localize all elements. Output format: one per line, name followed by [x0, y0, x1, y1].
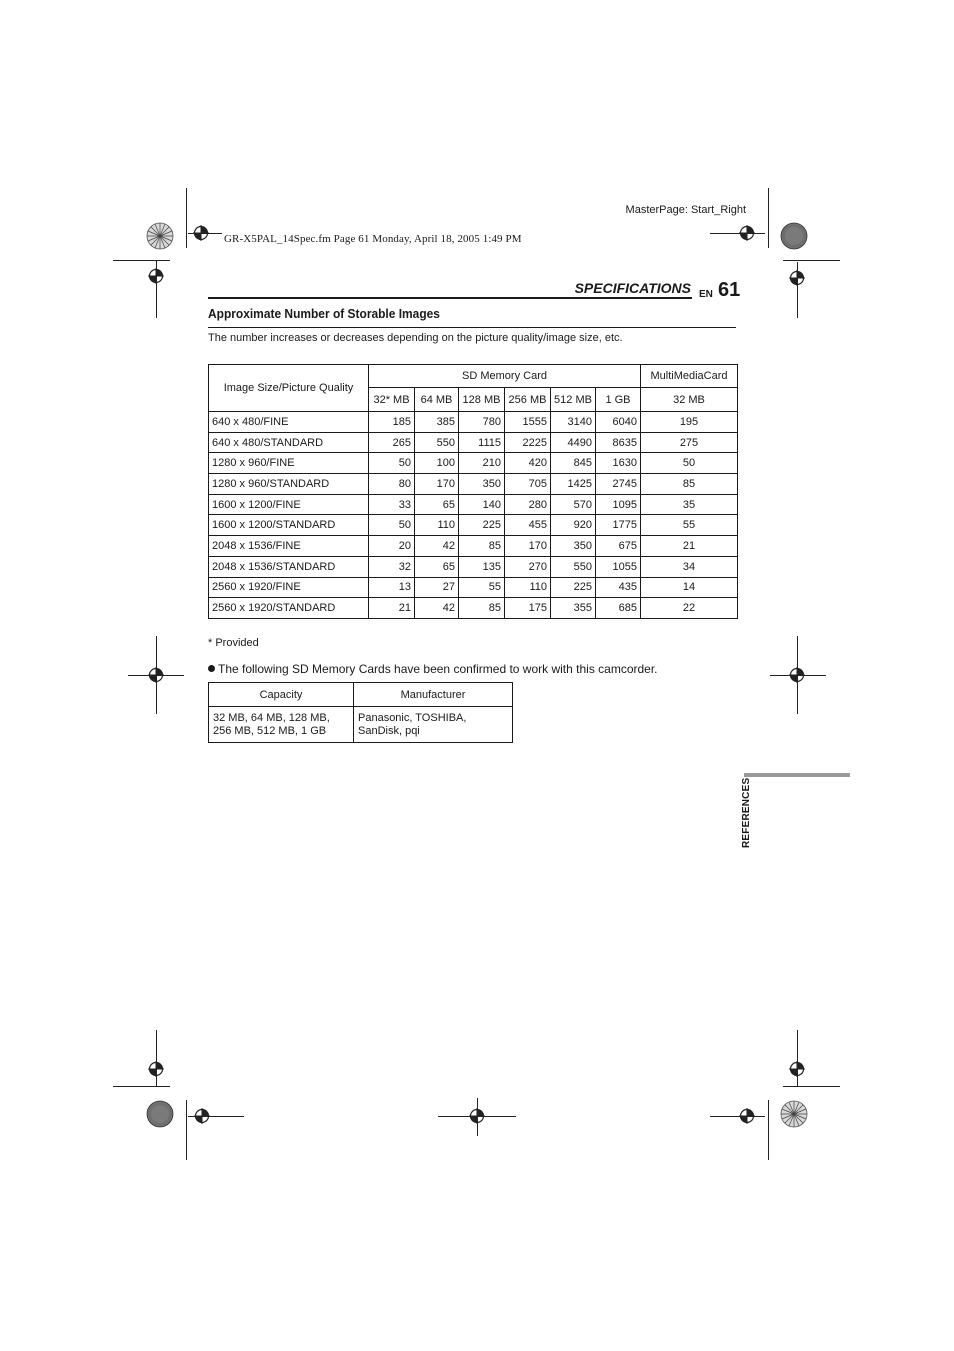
- image-count-cell: 280: [505, 494, 551, 515]
- capacity-header-cell: 64 MB: [415, 388, 459, 412]
- image-count-cell: 35: [641, 494, 738, 515]
- image-count-cell: 270: [505, 556, 551, 577]
- image-count-cell: 65: [415, 556, 459, 577]
- table-row: [209, 453, 738, 474]
- table-row: [209, 556, 738, 577]
- table-row: [209, 474, 738, 495]
- registration-target-icon: [148, 1061, 164, 1077]
- image-count-cell: 170: [415, 474, 459, 495]
- image-size-quality-cell: [209, 494, 369, 515]
- storable-images-table: [208, 364, 738, 619]
- manufacturer-line: SanDisk, pqi: [358, 724, 420, 737]
- image-count-cell: 705: [505, 474, 551, 495]
- image-count-cell: 455: [505, 515, 551, 536]
- image-count-cell: 42: [415, 598, 459, 619]
- column-group-sd-card: SD Memory Card: [369, 365, 641, 388]
- image-count-cell: 685: [596, 598, 641, 619]
- image-count-cell: 4490: [551, 432, 596, 453]
- image-count-cell: 550: [551, 556, 596, 577]
- image-size: 1600 x 1200/: [212, 498, 276, 511]
- capacity-header-cell: 512 MB: [551, 388, 596, 412]
- image-count-cell: 42: [415, 536, 459, 557]
- picture-quality: STANDARD: [269, 477, 330, 490]
- gray-circle-icon: [780, 222, 808, 255]
- image-size: 640 x 480/: [212, 415, 264, 428]
- image-size: 2048 x 1536/: [212, 539, 276, 552]
- image-size: 1280 x 960/: [212, 457, 270, 470]
- image-count-cell: 385: [415, 412, 459, 433]
- image-size-quality-cell: [209, 577, 369, 598]
- image-size-quality-cell: [209, 453, 369, 474]
- language-label: EN: [699, 289, 713, 300]
- image-size-quality-cell: [209, 556, 369, 577]
- image-count-cell: 21: [641, 536, 738, 557]
- registration-target-icon: [789, 667, 805, 683]
- picture-quality: FINE: [275, 581, 301, 594]
- image-count-cell: 85: [459, 598, 505, 619]
- image-count-cell: 675: [596, 536, 641, 557]
- image-count-cell: 32: [369, 556, 415, 577]
- image-count-cell: 170: [505, 536, 551, 557]
- image-size: 2560 x 1920/: [212, 581, 276, 594]
- registration-target-icon: [148, 667, 164, 683]
- image-count-cell: 21: [369, 598, 415, 619]
- capacity-header-cell: 256 MB: [505, 388, 551, 412]
- image-size-quality-cell: [209, 536, 369, 557]
- image-size: 1600 x 1200/: [212, 519, 276, 532]
- column-group-multimediacard: MultiMediaCard: [641, 365, 738, 388]
- gray-circle-icon: [146, 1100, 174, 1133]
- image-count-cell: 100: [415, 453, 459, 474]
- image-count-cell: 175: [505, 598, 551, 619]
- registration-target-icon: [789, 1061, 805, 1077]
- picture-quality: FINE: [275, 539, 301, 552]
- registration-target-icon: [739, 1108, 755, 1124]
- image-count-cell: 33: [369, 494, 415, 515]
- table-row: [209, 494, 738, 515]
- picture-quality: FINE: [275, 498, 301, 511]
- image-size: 2048 x 1536/: [212, 560, 276, 573]
- image-count-cell: 6040: [596, 412, 641, 433]
- manufacturer-line: Panasonic, TOSHIBA,: [358, 711, 467, 724]
- file-info: GR-X5PAL_14Spec.fm Page 61 Monday, April 18, 2005 1:49 PM: [224, 233, 522, 245]
- bullet-note: [208, 662, 658, 676]
- picture-quality: STANDARD: [275, 560, 336, 573]
- registration-target-icon: [469, 1108, 485, 1124]
- section-heading: SPECIFICATIONS: [574, 280, 691, 296]
- column-header-image-size: Image Size/Picture Quality: [209, 365, 369, 412]
- image-count-cell: 1425: [551, 474, 596, 495]
- image-count-cell: 355: [551, 598, 596, 619]
- image-count-cell: 135: [459, 556, 505, 577]
- table-row: [209, 536, 738, 557]
- image-count-cell: 8635: [596, 432, 641, 453]
- picture-quality: FINE: [269, 457, 295, 470]
- image-count-cell: 2745: [596, 474, 641, 495]
- image-count-cell: 50: [641, 453, 738, 474]
- image-count-cell: 1055: [596, 556, 641, 577]
- image-size-quality-cell: [209, 432, 369, 453]
- image-count-cell: 85: [641, 474, 738, 495]
- capacity-header-cell: 128 MB: [459, 388, 505, 412]
- image-count-cell: 185: [369, 412, 415, 433]
- image-count-cell: 1555: [505, 412, 551, 433]
- image-count-cell: 65: [415, 494, 459, 515]
- column-header-manufacturer: Manufacturer: [354, 683, 513, 707]
- picture-quality: STANDARD: [275, 602, 336, 615]
- image-count-cell: 55: [641, 515, 738, 536]
- image-count-cell: 550: [415, 432, 459, 453]
- table-row: [209, 432, 738, 453]
- image-size-quality-cell: [209, 515, 369, 536]
- image-size: 1280 x 960/: [212, 477, 270, 490]
- master-page-label: MasterPage: Start_Right: [625, 204, 746, 216]
- bullet-note-text: The following SD Memory Cards have been confirmed to work with this camcorder.: [218, 662, 658, 676]
- column-header-capacity: Capacity: [209, 683, 354, 707]
- page-title: Approximate Number of Storable Images: [208, 306, 440, 321]
- title-rule: [208, 327, 736, 328]
- image-count-cell: 27: [415, 577, 459, 598]
- image-count-cell: 570: [551, 494, 596, 515]
- image-count-cell: 1095: [596, 494, 641, 515]
- image-count-cell: 55: [459, 577, 505, 598]
- image-count-cell: 350: [551, 536, 596, 557]
- image-count-cell: 110: [415, 515, 459, 536]
- image-count-cell: 50: [369, 453, 415, 474]
- table-row: [209, 577, 738, 598]
- image-size: 640 x 480/: [212, 436, 264, 449]
- intro-text: The number increases or decreases depending on the picture quality/image size, etc.: [208, 332, 623, 344]
- picture-quality: STANDARD: [263, 436, 324, 449]
- image-count-cell: 275: [641, 432, 738, 453]
- image-count-cell: 435: [596, 577, 641, 598]
- capacity-header-cell: 32 MB: [641, 388, 738, 412]
- bullet-icon: [208, 665, 215, 672]
- image-count-cell: 13: [369, 577, 415, 598]
- image-count-cell: 195: [641, 412, 738, 433]
- image-count-cell: 210: [459, 453, 505, 474]
- capacity-cell: [209, 707, 354, 743]
- capacity-line: 32 MB, 64 MB, 128 MB,: [213, 711, 330, 724]
- registration-target-icon: [739, 225, 755, 241]
- image-count-cell: 225: [459, 515, 505, 536]
- image-count-cell: 920: [551, 515, 596, 536]
- image-size-quality-cell: [209, 598, 369, 619]
- image-count-cell: 3140: [551, 412, 596, 433]
- capacity-header-cell: 32* MB: [369, 388, 415, 412]
- image-count-cell: 20: [369, 536, 415, 557]
- registration-target-icon: [193, 225, 209, 241]
- image-count-cell: 140: [459, 494, 505, 515]
- image-count-cell: 420: [505, 453, 551, 474]
- confirmed-sd-cards-table: [208, 682, 513, 743]
- side-tab-bar: [744, 773, 850, 777]
- image-count-cell: 50: [369, 515, 415, 536]
- picture-quality: STANDARD: [275, 519, 336, 532]
- image-count-cell: 780: [459, 412, 505, 433]
- image-count-cell: 225: [551, 577, 596, 598]
- image-count-cell: 110: [505, 577, 551, 598]
- capacity-header-cell: 1 GB: [596, 388, 641, 412]
- manufacturer-cell: [354, 707, 513, 743]
- table-row: [209, 412, 738, 433]
- capacity-line: 256 MB, 512 MB, 1 GB: [213, 724, 327, 737]
- color-bar-circle-icon: [146, 222, 174, 255]
- image-count-cell: 80: [369, 474, 415, 495]
- header-rule: [208, 297, 692, 299]
- registration-target-icon: [148, 268, 164, 284]
- image-count-cell: 22: [641, 598, 738, 619]
- color-bar-circle-icon: [780, 1100, 808, 1133]
- side-tab-label: REFERENCES: [741, 777, 752, 848]
- image-count-cell: 1775: [596, 515, 641, 536]
- image-count-cell: 265: [369, 432, 415, 453]
- image-count-cell: 14: [641, 577, 738, 598]
- image-size-quality-cell: [209, 412, 369, 433]
- image-count-cell: 85: [459, 536, 505, 557]
- table-row: [209, 515, 738, 536]
- picture-quality: FINE: [263, 415, 289, 428]
- footnote: * Provided: [208, 637, 259, 649]
- image-count-cell: 2225: [505, 432, 551, 453]
- registration-target-icon: [194, 1108, 210, 1124]
- image-count-cell: 350: [459, 474, 505, 495]
- image-count-cell: 1630: [596, 453, 641, 474]
- image-size: 2560 x 1920/: [212, 602, 276, 615]
- registration-target-icon: [789, 270, 805, 286]
- image-count-cell: 1115: [459, 432, 505, 453]
- image-count-cell: 845: [551, 453, 596, 474]
- image-count-cell: 34: [641, 556, 738, 577]
- image-size-quality-cell: [209, 474, 369, 495]
- page-number: 61: [718, 279, 741, 301]
- table-row: [209, 598, 738, 619]
